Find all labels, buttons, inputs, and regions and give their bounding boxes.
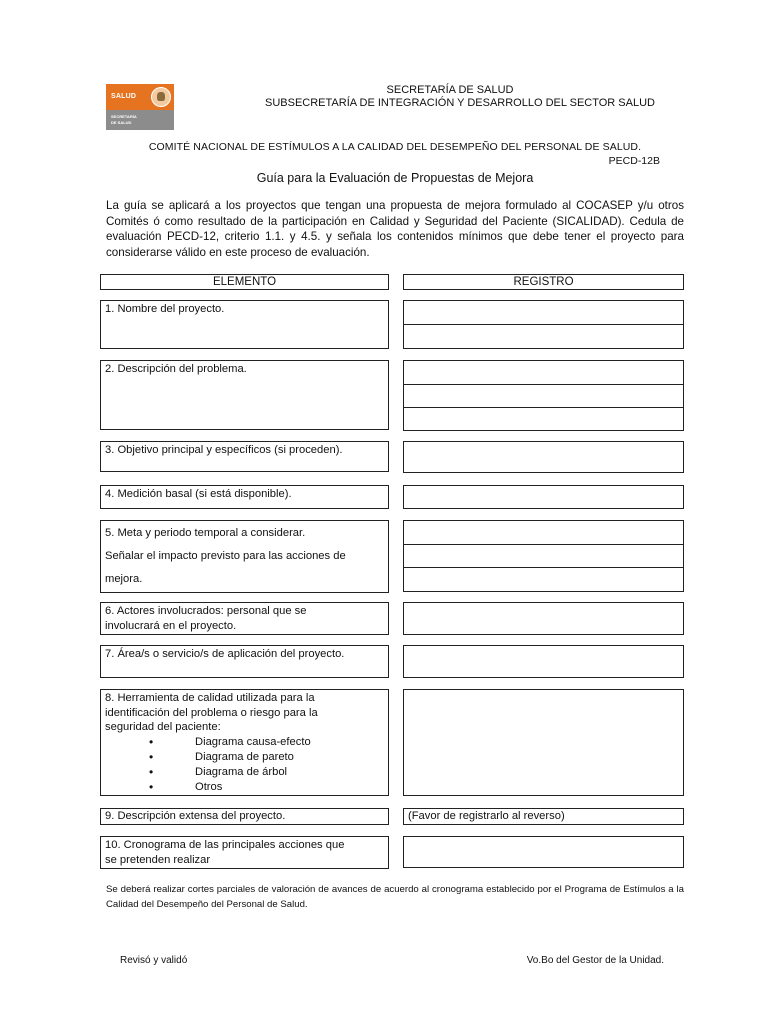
registro-field-6[interactable] xyxy=(403,602,684,635)
column-header-elemento: ELEMENTO xyxy=(100,274,389,290)
element-row-4 xyxy=(100,485,389,509)
registro-field-8[interactable] xyxy=(403,689,684,796)
column-header-registro: REGISTRO xyxy=(403,274,684,290)
element-row-8-line-1: 8. Herramienta de calidad utilizada para la xyxy=(105,692,315,704)
element-row-2 xyxy=(100,360,389,430)
registro-field-10[interactable] xyxy=(403,836,684,868)
element-row-5-line-1: 5. Meta y periodo temporal a considerar. xyxy=(105,527,306,539)
page-title: Guía para la Evaluación de Propuestas de Mejora xyxy=(256,171,534,185)
coat-of-arms-icon xyxy=(151,87,171,107)
signature-reviewed: Revisó y validó xyxy=(120,955,188,966)
element-row-4-text: 4. Medición basal (si está disponible). xyxy=(105,488,292,500)
element-row-10 xyxy=(100,836,389,869)
document-code: PECD-12B xyxy=(608,155,660,167)
registro-field-1[interactable] xyxy=(403,300,684,349)
element-row-3 xyxy=(100,441,389,472)
signature-approval: Vo.Bo del Gestor de la Unidad. xyxy=(526,955,664,966)
element-row-10-line-1: 10. Cronograma de las principales acciones que xyxy=(105,839,345,851)
list-item: • Diagrama de pareto xyxy=(149,750,384,765)
element-row-10-line-2: se pretenden realizar xyxy=(105,853,211,866)
secretaria-salud-logo xyxy=(106,84,174,130)
element-row-6-line-2: involucrará en el proyecto. xyxy=(105,619,237,632)
element-row-2-text: 2. Descripción del problema. xyxy=(105,363,247,375)
registro-field-7[interactable] xyxy=(403,645,684,678)
header-subsecretaria: SUBSECRETARÍA DE INTEGRACIÓN Y DESARROLLO DEL SECTOR SALUD xyxy=(265,97,655,109)
intro-paragraph: La guía se aplicará a los proyectos que tengan una propuesta de mejora formulado al COCASEP y/u otros Comités ó como resultado de la participación en Calidad y Seguridad del Paciente (SICALIDAD). Cedula de evaluación PECD-12, criterio 1.1. y 4.5. y señala los contenidos mínimos que debe tener el proyecto para considerarse válido en este proceso de evaluación. xyxy=(106,199,684,259)
element-row-5 xyxy=(100,520,389,593)
element-row-5-line-2: Señalar el impacto previsto para las acciones de xyxy=(105,550,346,562)
element-row-9 xyxy=(100,808,389,825)
registro-field-3[interactable] xyxy=(403,441,684,473)
list-item: • Diagrama de árbol xyxy=(149,765,384,780)
element-row-7 xyxy=(100,645,389,678)
element-row-6 xyxy=(100,602,389,635)
element-row-8-line-3: seguridad del paciente: xyxy=(105,721,221,733)
registro-field-4[interactable] xyxy=(403,485,684,509)
element-row-7-text: 7. Área/s o servicio/s de aplicación del proyecto. xyxy=(105,648,345,660)
registro-field-2[interactable] xyxy=(403,360,684,431)
element-row-1-text: 1. Nombre del proyecto. xyxy=(105,303,225,315)
header-secretaria: SECRETARÍA DE SALUD xyxy=(386,84,514,96)
element-row-9-text: 9. Descripción extensa del proyecto. xyxy=(105,810,286,822)
list-item: • Diagrama causa-efecto xyxy=(149,735,384,750)
element-row-5-line-3: mejora. xyxy=(105,573,143,585)
element-row-1 xyxy=(100,300,389,349)
footer-note: Se deberá realizar cortes parciales de valoración de avances de acuerdo al cronograma establecido por el Programa de Estímulos a la Calidad del Desempeño del Personal de Salud. xyxy=(106,884,684,910)
quality-tools-list xyxy=(105,735,384,795)
registro-field-9[interactable] xyxy=(403,808,684,825)
registro-field-5[interactable] xyxy=(403,520,684,592)
element-row-8-line-2: identificación del problema o riesgo para la xyxy=(105,706,318,719)
element-row-6-line-1: 6. Actores involucrados: personal que se xyxy=(105,605,307,617)
registro-reverse-note: (Favor de registrarlo al reverso) xyxy=(408,810,565,822)
logo-brand: SALUD xyxy=(111,93,137,100)
element-row-8 xyxy=(100,689,389,796)
logo-sub-2: DE SALUD xyxy=(111,120,132,125)
element-row-3-text: 3. Objetivo principal y específicos (si proceden). xyxy=(105,444,343,456)
committee-name: COMITÉ NACIONAL DE ESTÍMULOS A LA CALIDAD DEL DESEMPEÑO DEL PERSONAL DE SALUD. xyxy=(148,141,642,153)
logo-sub-1: SECRETARÍA xyxy=(111,114,137,119)
list-item: • Otros xyxy=(149,780,384,795)
